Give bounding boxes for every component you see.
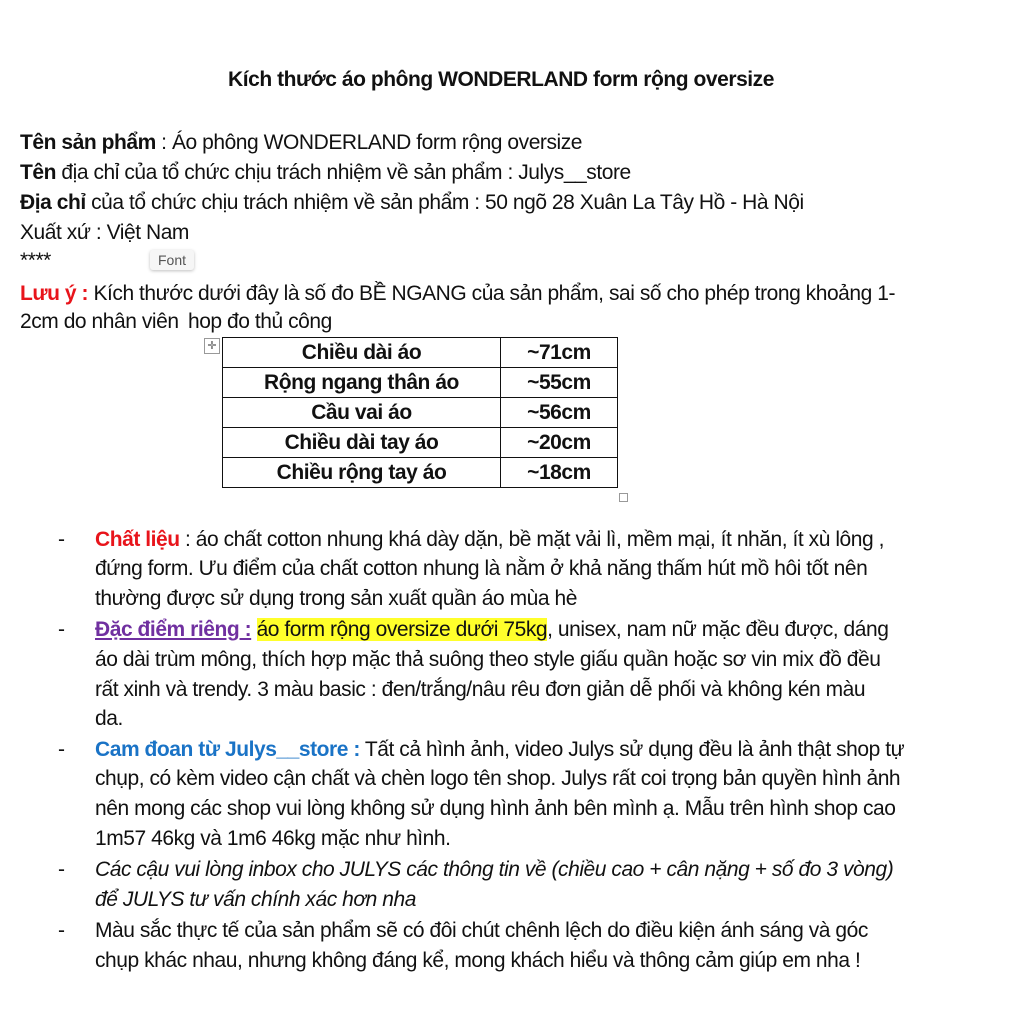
document-title: Kích thước áo phông WONDERLAND form rộng oversize	[228, 68, 774, 91]
promise-line: nên mong các shop vui lòng không sử dụng hình ảnh bên mình ạ. Mẫu trên hình shop cao	[95, 797, 896, 820]
inbox-line: để JULYS tư vấn chính xác hơn nha	[95, 888, 416, 911]
feature-line: rất xinh và trendy. 3 màu basic : đen/trắng/nâu rêu đơn giản dễ phối và không kén màu	[95, 678, 866, 701]
size-name: Cầu vai áo	[223, 398, 501, 428]
info-address	[20, 190, 804, 216]
note-label: Lưu ý :	[20, 282, 89, 305]
info-product-name	[20, 130, 582, 156]
promise-label: Cam đoan từ Julys__store :	[95, 738, 360, 761]
feature-label: Đặc điểm riêng :	[95, 618, 252, 641]
size-name: Rộng ngang thân áo	[223, 368, 501, 398]
bullet-dash: -	[58, 528, 65, 551]
size-value: ~18cm	[501, 458, 618, 488]
table-resize-handle[interactable]	[619, 493, 628, 502]
note-line-1	[20, 281, 895, 307]
size-name: Chiều dài áo	[223, 338, 501, 368]
bullet-dash: -	[58, 618, 65, 641]
size-value: ~71cm	[501, 338, 618, 368]
color-line: Màu sắc thực tế của sản phẩm sẽ có đôi chút chênh lệch do điều kiện ánh sáng và góc	[95, 919, 868, 942]
inbox-line: Các cậu vui lòng inbox cho JULYS các thông tin về (chiều cao + cân nặng + số đo 3 vòng)	[95, 858, 894, 881]
material-label: Chất liệu	[95, 528, 180, 551]
value: : Áo phông WONDERLAND form rộng oversize	[155, 131, 583, 154]
note-line-2	[20, 309, 332, 335]
note-text: hop đo thủ công	[187, 310, 332, 333]
info-org-name	[20, 160, 631, 186]
size-name: Chiều rộng tay áo	[223, 458, 501, 488]
label: Tên sản phẩm	[20, 131, 156, 154]
feature-line: da.	[95, 707, 123, 730]
highlighted-text: áo form rộng oversize dưới 75kg	[256, 618, 548, 641]
size-name: Chiều dài tay áo	[223, 428, 501, 458]
value: của tổ chức chịu trách nhiệm về sản phẩm : 50 ngõ 28 Xuân La Tây Hồ - Hà Nội	[85, 191, 804, 214]
promise-line	[95, 737, 904, 763]
color-line: chụp khác nhau, nhưng không đáng kể, mong khách hiểu và thông cảm giúp em nha !	[95, 949, 861, 972]
table-row	[223, 428, 618, 458]
table-row	[223, 338, 618, 368]
feature-line: áo dài trùm mông, thích hợp mặc thả suông theo style giấu quần hoặc sơ vin mix đồ đều	[95, 648, 881, 671]
bullet-dash: -	[58, 858, 65, 881]
label: Tên	[20, 161, 56, 184]
label: Địa chỉ	[20, 191, 86, 214]
value: địa chỉ của tổ chức chịu trách nhiệm về sản phẩm : Julys__store	[56, 161, 631, 184]
table-row	[223, 368, 618, 398]
size-table	[222, 337, 618, 488]
table-row	[223, 458, 618, 488]
promise-line: 1m57 46kg và 1m6 46kg mặc như hình.	[95, 827, 451, 850]
bullet-dash: -	[58, 738, 65, 761]
info-origin: Xuất xứ : Việt Nam	[20, 221, 189, 244]
material-line	[95, 527, 884, 553]
text: : áo chất cotton nhung khá dày dặn, bề mặt vải lì, mềm mại, ít nhăn, ít xù lông ,	[179, 528, 884, 551]
note-text: 2cm do nhân viên	[20, 310, 184, 333]
material-line: đứng form. Ưu điểm của chất cotton nhung là nằm ở khả năng thấm hút mồ hôi tốt nên	[95, 557, 868, 580]
promise-line: chụp, có kèm video cận chất và chèn logo tên shop. Julys rất coi trọng bản quyền hình ảnh	[95, 767, 901, 790]
text: Tất cả hình ảnh, video Julys sử dụng đều là ảnh thật shop tự	[359, 738, 905, 761]
text: , unisex, nam nữ mặc đều được, dáng	[547, 618, 889, 641]
table-move-handle-icon[interactable]: ✛	[204, 338, 220, 354]
bullet-dash: -	[58, 919, 65, 942]
separator-stars: ****	[20, 249, 51, 272]
table-row	[223, 398, 618, 428]
size-value: ~20cm	[501, 428, 618, 458]
feature-line	[95, 617, 888, 643]
font-tooltip: Font	[150, 250, 194, 270]
material-line: thường được sử dụng trong sản xuất quần áo mùa hè	[95, 587, 577, 610]
size-value: ~55cm	[501, 368, 618, 398]
size-value: ~56cm	[501, 398, 618, 428]
note-text: Kích thước dưới đây là số đo BỀ NGANG của sản phẩm, sai số cho phép trong khoảng 1-	[88, 282, 896, 305]
